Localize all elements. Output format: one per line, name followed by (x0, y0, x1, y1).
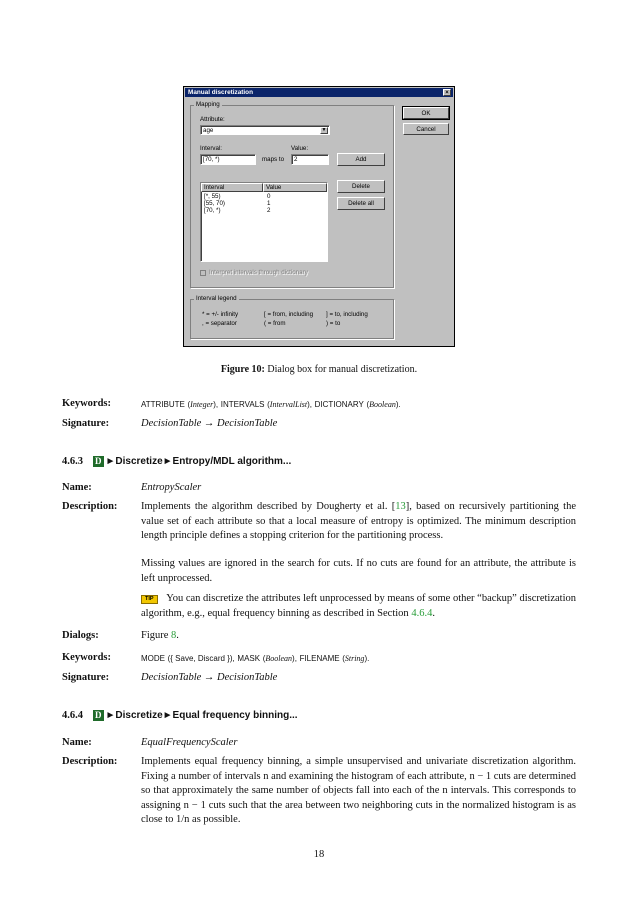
tip-text: . (432, 607, 435, 619)
figure-link[interactable]: 8 (171, 630, 177, 641)
keyword-name: ATTRIBUTE (141, 400, 185, 409)
name-key: Name: (62, 482, 92, 493)
desc-text: ], based on recursively partitioning the value set of each attribute so that a local measure of entropy is optimized. The minimum description length principle defines a stopping criterion for the partitioning process. (141, 501, 576, 542)
list-item-interval: [*, 55) (204, 193, 221, 200)
dictionary-checkbox[interactable] (200, 270, 206, 276)
keywords-key: Keywords: (62, 398, 111, 409)
attribute-select[interactable] (200, 125, 330, 135)
list-header-interval[interactable]: Interval (201, 183, 263, 192)
list-item-value: 0 (267, 193, 271, 200)
legend-infinity: * = +/- infinity (202, 311, 239, 318)
keyword-type: Boolean (265, 654, 293, 663)
section-heading-4-6-3 (62, 456, 291, 467)
keywords-value: MODE ({ Save, Discard }), MASK (Boolean), FILENAME (String). (141, 654, 370, 663)
name-key: Name: (62, 737, 92, 748)
add-button[interactable]: Add (337, 153, 385, 166)
tip-text: You can discretize the attributes left unprocessed by means of some other “backup” discretization algorithm, e.g., equal frequency binning as described in Section (141, 593, 577, 619)
chevron-down-icon[interactable]: ▼ (321, 127, 327, 133)
keyword-name: MASK (237, 654, 261, 663)
keyword-type: Boolean (369, 400, 396, 409)
name-value: EqualFrequencyScaler (141, 737, 238, 748)
tip-paragraph (141, 592, 576, 621)
page-number: 18 (313, 849, 325, 860)
cancel-button[interactable]: Cancel (403, 123, 449, 135)
list-item[interactable] (204, 193, 324, 200)
figure-caption (0, 364, 638, 375)
section-title: ►Discretize►Entropy/MDL algorithm... (105, 456, 292, 467)
desc-text: Implements the algorithm described by Dougherty et al. [ (141, 501, 396, 512)
signature-value: DecisionTable → DecisionTable (141, 418, 278, 429)
description-paragraph (141, 500, 576, 544)
delete-all-button[interactable]: Delete all (337, 197, 385, 210)
interval-legend-label: Interval legend (196, 295, 237, 302)
description-key: Description: (62, 756, 118, 767)
legend-to-including: ] = to, including (326, 311, 368, 318)
attribute-label: Attribute: (200, 116, 225, 123)
dictionary-checkbox-label: Interpret intervals through dictionary (209, 269, 308, 276)
maps-to-label: maps to (262, 156, 285, 163)
section-heading-4-6-4 (62, 710, 298, 721)
attribute-select-value: age (203, 127, 214, 134)
keyword-type: String (344, 654, 365, 663)
keyword-name: FILENAME (299, 654, 340, 663)
section-number: 4.6.3 (62, 456, 83, 467)
section-link[interactable]: 4.6.4 (411, 607, 433, 619)
legend-from: ( = from (264, 320, 286, 327)
name-value: EntropyScaler (141, 482, 202, 493)
tip-icon: TIP (141, 595, 158, 604)
ok-button[interactable]: OK (403, 107, 449, 119)
intervals-list[interactable] (200, 182, 328, 262)
signature-key: Signature: (62, 672, 110, 683)
list-header-value[interactable]: Value (263, 183, 327, 192)
value-label: Value: (291, 145, 309, 152)
list-item[interactable] (204, 200, 324, 207)
description-paragraph: Implements equal frequency binning, a simple unsupervised and univariate discretization algorithm. Fixing a number of intervals n and examining the histogram of each attribute, n − 1 cuts are determined so that approximately the same number of objects fall into each of the n intervals. This corresponds to assigning n − 1 cuts such that the area between two neighboring cuts in the normalized histogram is as close to 1/n as possible. (141, 756, 576, 826)
signature-key: Signature: (62, 418, 110, 429)
dialogs-text: Figure (141, 630, 172, 641)
list-item-value: 1 (267, 200, 271, 207)
dialogs-value (141, 630, 179, 641)
delete-button[interactable]: Delete (337, 180, 385, 193)
citation-link[interactable]: 13 (395, 501, 406, 512)
keyword-type: Integer (190, 400, 214, 409)
manual-discretization-dialog (183, 86, 455, 347)
list-item-interval: [55, 70) (204, 200, 225, 207)
value-input-value: 2 (294, 156, 298, 163)
interval-legend-group (190, 299, 394, 339)
dialog-badge-icon: D (95, 710, 102, 720)
keyword-name: DICTIONARY (314, 400, 364, 409)
keywords-key: Keywords: (62, 652, 111, 663)
description-paragraph-2: Missing values are ignored in the search for cuts. If no cuts are found for an attribute, the attribute is left unprocessed. (141, 558, 576, 584)
dialogs-key: Dialogs: (62, 630, 99, 641)
close-icon[interactable]: × (443, 89, 451, 96)
legend-to: ) = to (326, 320, 341, 327)
keyword-type: IntervalList (269, 400, 308, 409)
section-number: 4.6.4 (62, 710, 83, 721)
list-item[interactable] (204, 207, 324, 214)
list-item-value: 2 (267, 207, 271, 214)
mapping-group-label: Mapping (196, 101, 220, 108)
value-input[interactable] (291, 154, 329, 165)
keyword-name: MODE (141, 654, 165, 663)
interval-input[interactable] (200, 154, 256, 165)
dialogs-text: . (176, 630, 179, 641)
legend-separator: , = separator (202, 320, 237, 327)
signature-value: DecisionTable → DecisionTable (141, 672, 278, 683)
interval-label: Interval: (200, 145, 223, 152)
figure-caption-text: Dialog box for manual discretization. (267, 364, 418, 375)
dialog-badge-icon: D (95, 456, 102, 466)
keywords-value: ATTRIBUTE (Integer), INTERVALS (IntervalList), DICTIONARY (Boolean). (141, 400, 401, 409)
legend-from-including: [ = from, including (264, 311, 314, 318)
interval-input-value: [70, *) (203, 156, 220, 163)
figure-caption-label: Figure 10: (220, 364, 265, 375)
keyword-options: ({ Save, Discard }) (167, 654, 233, 663)
dialog-title: Manual discretization (188, 89, 253, 96)
dialog-title-bar[interactable] (185, 88, 453, 97)
keyword-name: INTERVALS (220, 400, 265, 409)
list-item-interval: [70, *) (204, 207, 221, 214)
section-title: ►Discretize►Equal frequency binning... (105, 710, 298, 721)
description-key: Description: (62, 501, 118, 512)
